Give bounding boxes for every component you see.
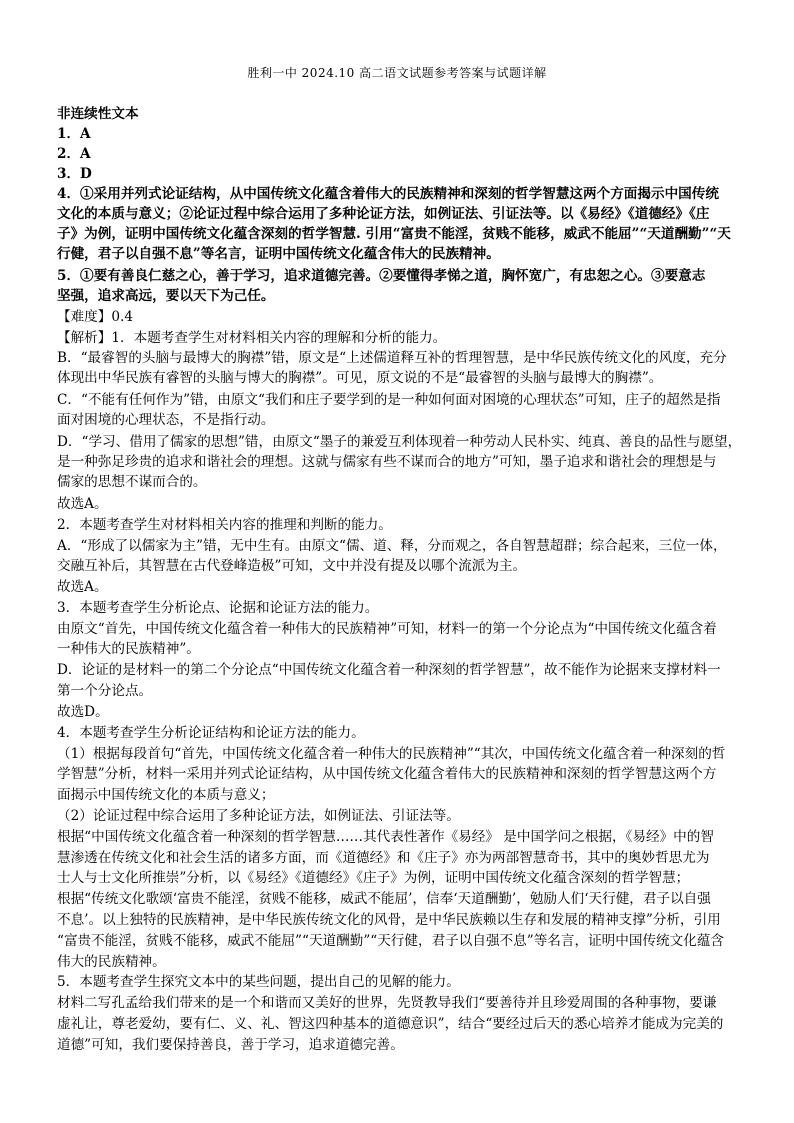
answer-line: 2．A xyxy=(57,146,91,162)
answer-line: 子》为例，证明中国传统文化蕴含深刻的哲学智慧. 引用“富贵不能淫，贫贱不能移，威武不能屈”“天道酬勤”“天 xyxy=(57,226,731,242)
answer-line: 1．A xyxy=(57,126,91,142)
analysis-line: 2．本题考查学生对材料相关内容的推理和判断的能力。 xyxy=(57,517,392,533)
analysis-line: 学智慧”分析，材料一采用并列式论证结构，从中国传统文化蕴含着伟大的民族精神和深刻的哲学智慧这两个方 xyxy=(57,766,717,782)
analysis-line: B．“最睿智的头脑与最博大的胸襟”错，原文是“上述儒道释互补的哲理智慧，是中华民族传统文化的风度，充分 xyxy=(57,350,727,366)
analysis-line: 故选A。 xyxy=(57,579,108,595)
answer-line: 4．①采用并列式论证结构，从中国传统文化蕴含着伟大的民族精神和深刻的哲学智慧这两个方面揭示中国传统 xyxy=(57,186,719,202)
analysis-line: 伟大的民族精神。 xyxy=(57,954,166,970)
analysis-line: 是一种弥足珍贵的追求和谐社会的理想。这就与儒家有些不谋而合的地方”可知，墨子追求和谐社会的理想是与 xyxy=(57,454,717,470)
analysis-line: 故选A。 xyxy=(57,496,108,512)
analysis-line: 不息’。以上独特的民族精神，是中华民族传统文化的风骨，是中华民族赖以生存和发展的精神支撑”分析，引用 xyxy=(57,912,721,928)
section-heading: 非连续性文本 xyxy=(57,106,139,122)
analysis-line: 虚礼让，尊老爱幼，要有仁、义、礼、智这四种基本的道德意识”，结合“要经过后天的悉心培养才能成为完美的 xyxy=(57,1016,724,1032)
difficulty-label: 【难度】0.4 xyxy=(57,309,133,325)
analysis-line: 交融互补后，其智慧在古代登峰造极”可知，文中并没有提及以哪个流派为主。 xyxy=(57,558,527,574)
analysis-line: 士人与士文化所推崇”分析，以《易经》《道德经》《庄子》为例，证明中国传统文化蕴含深刻的哲学智慧； xyxy=(57,870,690,886)
answer-line: 坚强，追求高远，要以天下为己任。 xyxy=(57,288,275,304)
analysis-line: 儒家的思想不谋而合的。 xyxy=(57,474,207,490)
analysis-line: 故选D。 xyxy=(57,704,109,720)
analysis-line: （1）根据每段首句“首先，中国传统文化蕴含着一种伟大的民族精神”“其次，中国传统文化蕴含着一种深刻的哲 xyxy=(57,746,726,762)
analysis-line: 一种伟大的民族精神”。 xyxy=(57,641,200,657)
analysis-line: 道德”可知，我们要保持善良，善于学习，追求道德完善。 xyxy=(57,1037,404,1053)
analysis-line: 慧渗透在传统文化和社会生活的诸多方面，而《道德经》和《庄子》亦为两部智慧奇书，其中的奥妙哲思尤为 xyxy=(57,850,710,866)
analysis-line: （2）论证过程中综合运用了多种论证方法，如例证法、引证法等。 xyxy=(57,808,460,824)
answer-line: 3．D xyxy=(57,166,92,182)
answer-line: 5．①要有善良仁慈之心，善于学习，追求道德完善。②要懂得孝悌之道，胸怀宽广，有忠恕之心。③要意志 xyxy=(57,268,706,284)
analysis-line: D．论证的是材料一的第二个分论点“中国传统文化蕴含着一种深刻的哲学智慧”，故不能作为论据来支撑材料一 xyxy=(57,662,721,678)
analysis-line: 第一个分论点。 xyxy=(57,683,153,699)
analysis-line: 5．本题考查学生探究文本中的某些问题，提出自己的见解的能力。 xyxy=(57,974,460,990)
answer-line: 文化的本质与意义；②论证过程中综合运用了多种论证方法，如例证法、引证法等。以《易经》《道德经》《庄 xyxy=(57,206,710,222)
analysis-line: 由原文“首先，中国传统文化蕴含着一种伟大的民族精神”可知，材料一的第一个分论点为“中国传统文化蕴含着 xyxy=(57,621,717,637)
analysis-line: 体现出中华民族有睿智的头脑与博大的胸襟”。可见，原文说的不是“最睿智的头脑与最博大的胸襟”。 xyxy=(57,370,663,386)
analysis-line: 4．本题考查学生分析论证结构和论证方法的能力。 xyxy=(57,725,365,741)
analysis-line: C．“不能有任何作为”错，由原文“我们和庄子要学到的是一种如何面对困境的心理状态”可知，庄子的超然是指 xyxy=(57,392,721,408)
answer-line: 行健，君子以自强不息”等名言，证明中国传统文化蕴含伟大的民族精神。 xyxy=(57,246,500,262)
analysis-line: A．“形成了以儒家为主”错，无中生有。由原文“儒、道、释，分而观之，各自智慧超群；综合起来，三位一体， xyxy=(57,538,727,554)
analysis-line: 根据“中国传统文化蕴含着一种深刻的哲学智慧……其代表性著作《易经》 是中国学问之根据，《易经》中的智 xyxy=(57,829,714,845)
analysis-line: 材料二写孔孟给我们带来的是一个和谐而又美好的世界，先贤教导我们“要善待并且珍爱周围的各种事物，要谦 xyxy=(57,995,717,1011)
analysis-line: 【解析】1．本题考查学生对材料相关内容的理解和分析的能力。 xyxy=(57,330,447,346)
analysis-line: 面对困境的心理状态，不是指行动。 xyxy=(57,412,275,428)
analysis-line: 3．本题考查学生分析论点、论据和论证方法的能力。 xyxy=(57,600,379,616)
analysis-line: 面揭示中国传统文化的本质与意义； xyxy=(57,787,275,803)
analysis-line: 根据“传统文化歌颂‘富贵不能淫，贫贱不能移，威武不能屈’，信奉‘天道酬勤’，勉励人们‘天行健，君子以自强 xyxy=(57,891,711,907)
analysis-line: “富贵不能淫，贫贱不能移，威武不能屈”“天道酬勤”“天行健，君子以自强不息”等名言，证明中国传统文化蕴含 xyxy=(57,933,725,949)
analysis-line: D．“学习、借用了儒家的思想”错，由原文“墨子的兼爱互利体现着一种劳动人民朴实、纯真、善良的品性与愿望， xyxy=(57,434,742,450)
page-title: 胜利一中 2024.10 高二语文试题参考答案与试题详解 xyxy=(247,66,547,80)
